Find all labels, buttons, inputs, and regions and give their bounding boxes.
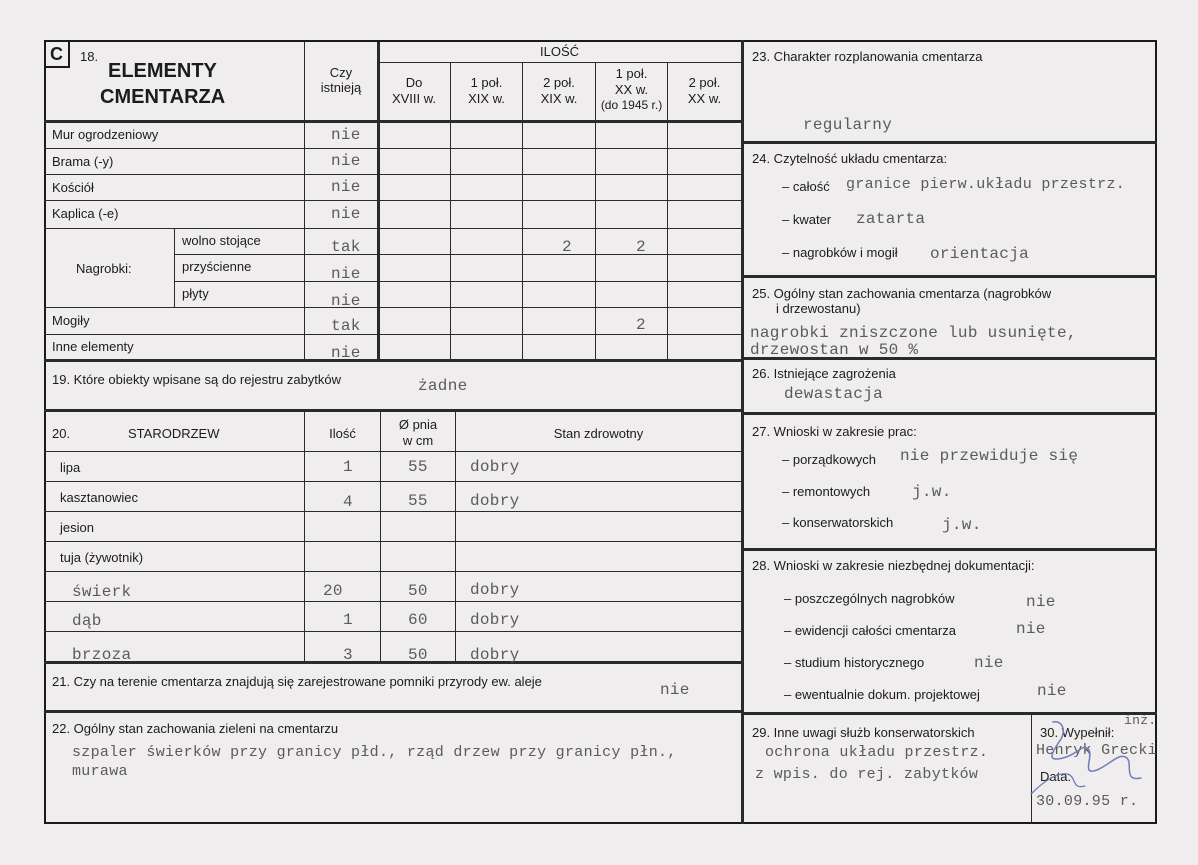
tree-condition: dobry [470, 581, 520, 599]
section-20-number: 20. [52, 426, 71, 441]
period-header: XVIII w. [391, 91, 437, 106]
grid-line [44, 511, 741, 512]
quantity-value: 2 [636, 238, 646, 256]
grid-line [304, 411, 305, 663]
section-30-label: 30. Wypełnił: [1040, 725, 1115, 740]
section-26-label: 26. Istniejące zagrożenia [752, 366, 896, 381]
grid-line [44, 710, 741, 713]
tree-diameter: 50 [408, 646, 428, 664]
row-exists-value: tak [331, 238, 361, 256]
grid-line [44, 359, 741, 362]
species-label: świerk [72, 583, 132, 601]
row-label: płyty [182, 286, 209, 301]
section-20-title: STARODRZEW [128, 426, 220, 441]
grid-line [44, 174, 741, 175]
period-header: 2 poł. [688, 75, 721, 90]
species-label: dąb [72, 612, 102, 630]
grid-line [44, 200, 741, 201]
grid-line [741, 275, 1157, 278]
exists-header-line2: istnieją [320, 80, 362, 95]
tree-diameter: 55 [408, 458, 428, 476]
grid-line [44, 409, 741, 412]
row-label: Kaplica (-e) [52, 206, 119, 221]
period-header: XX w. [614, 82, 649, 97]
section-26-answer: dewastacja [784, 385, 884, 403]
signature [1023, 712, 1163, 802]
tree-count: 20 [323, 582, 343, 600]
quantity-header: ILOŚĆ [539, 44, 579, 59]
row-label: Brama (-y) [52, 154, 114, 169]
row-label: Mur ogrodzeniowy [52, 127, 159, 142]
section-24-graves-answer: orientacja [930, 245, 1030, 263]
section-28-item-answer: nie [1026, 593, 1056, 611]
grid-line [44, 571, 741, 572]
section-24-graves-label: – nagrobków i mogił [782, 245, 898, 260]
section-28-item-label: – ewidencji całości cmentarza [784, 623, 956, 638]
grid-line [44, 541, 741, 542]
species-label: jesion [60, 520, 94, 535]
section-28-item-label: – ewentualnie dokum. projektowej [784, 687, 980, 702]
section-25-label: i drzewostanu) [776, 301, 861, 316]
section-24-label: 24. Czytelność układu cmentarza: [752, 151, 948, 166]
col-condition-header: Stan zdrowotny [553, 426, 644, 441]
section-24-quarters-answer: zatarta [856, 210, 926, 228]
species-label: lipa [60, 460, 81, 475]
grid-line [174, 228, 175, 308]
grid-line [741, 548, 1157, 551]
period-header: (do 1945 r.) [600, 98, 663, 112]
tree-count: 1 [343, 458, 353, 476]
tree-condition: dobry [470, 646, 520, 664]
grid-line [44, 481, 741, 482]
grid-line [44, 148, 741, 149]
tree-diameter: 55 [408, 492, 428, 510]
row-label: Inne elementy [52, 339, 134, 354]
section-23-label: 23. Charakter rozplanowania cmentarza [752, 49, 983, 64]
section-19-answer: żadne [418, 377, 468, 395]
row-label: Mogiły [52, 313, 90, 328]
tree-count: 4 [343, 493, 353, 511]
period-header: XIX w. [468, 91, 505, 106]
tree-count: 1 [343, 611, 353, 629]
section-27-tidy-answer: nie przewiduje się [900, 447, 1079, 465]
section-24-quarters-label: – kwater [782, 212, 832, 227]
species-label: kasztanowiec [60, 490, 139, 505]
section-25-answer: nagrobki zniszczone lub usunięte, [750, 324, 1077, 342]
section-23-answer: regularny [803, 116, 893, 134]
section-28-item-answer: nie [1016, 620, 1046, 638]
section-number: 18. [80, 49, 99, 64]
section-29-label: 29. Inne uwagi służb konserwatorskich [752, 725, 975, 740]
row-exists-value: nie [331, 344, 361, 362]
period-header: XIX w. [540, 91, 578, 106]
section-22-answer-line2: murawa [72, 763, 128, 780]
grid-line [44, 661, 741, 664]
section-24-whole-answer: granice pierw.układu przestrz. [846, 176, 1126, 193]
grid-line [44, 451, 741, 452]
row-exists-value: nie [331, 265, 361, 283]
tree-diameter: 50 [408, 582, 428, 600]
species-label: tuja (żywotnik) [60, 550, 144, 565]
section-27-conservation-label: – konserwatorskich [782, 515, 894, 530]
section-28-item-label: – poszczególnych nagrobków [784, 591, 955, 606]
grid-line [377, 62, 741, 63]
grid-line [174, 281, 741, 282]
col-diameter-header: Ø pnia [398, 417, 438, 432]
grid-line [44, 228, 741, 229]
section-title-line1: ELEMENTY [108, 60, 217, 82]
section-27-repair-label: – remontowych [782, 484, 871, 499]
grid-line [44, 631, 741, 632]
section-27-repair-answer: j.w. [912, 483, 952, 501]
period-header: 2 poł. [543, 75, 575, 90]
section-28-item-answer: nie [974, 654, 1004, 672]
row-exists-value: tak [331, 317, 361, 335]
col-count-header: Ilość [329, 426, 356, 441]
section-22-answer-line1: szpaler świerków przy granicy płd., rząd drzew przy granicy płn., [72, 744, 677, 761]
grid-line [44, 334, 741, 335]
section-27-tidy-label: – porządkowych [782, 452, 876, 467]
main-divider [741, 40, 744, 824]
section-21-label: 21. Czy na terenie cmentarza znajdują się zarejestrowane pomniki przyrody ew. aleje [52, 674, 542, 689]
section-30-date: 30.09.95 r. [1036, 793, 1139, 810]
row-exists-value: nie [331, 126, 361, 144]
grid-line [455, 411, 456, 663]
section-29-answer-line2: z wpis. do rej. zabytków [755, 766, 979, 783]
section-25-answer: drzewostan w 50 % [750, 341, 919, 359]
grid-line [44, 120, 741, 123]
grid-line [741, 141, 1157, 144]
section-30-date-label: Data: [1040, 769, 1072, 784]
grid-line [741, 412, 1157, 415]
row-exists-value: nie [331, 178, 361, 196]
row-label: Kościół [52, 180, 94, 195]
period-header: 1 poł. [615, 66, 648, 81]
section-21-answer: nie [660, 681, 690, 699]
section-28-item-answer: nie [1037, 682, 1067, 700]
section-29-answer-line1: ochrona układu przestrz. [765, 744, 989, 761]
section-25-label: 25. Ogólny stan zachowania cmentarza (nagrobków [752, 286, 1052, 301]
grid-line [44, 601, 741, 602]
col-diameter-header: w cm [402, 433, 434, 448]
tree-diameter: 60 [408, 611, 428, 629]
row-exists-value: nie [331, 205, 361, 223]
tree-condition: dobry [470, 492, 520, 510]
row-exists-value: nie [331, 152, 361, 170]
section-27-conservation-answer: j.w. [942, 516, 982, 534]
quantity-value: 2 [636, 316, 646, 334]
row-label: przyścienne [182, 259, 252, 274]
section-30-title-prefix: inż. [1124, 713, 1157, 728]
section-title-line2: CMENTARZA [100, 86, 226, 108]
section-19-label: 19. Które obiekty wpisane są do rejestru zabytków [52, 372, 342, 387]
section-24-whole-label: – całość [782, 179, 830, 194]
tree-count: 3 [343, 646, 353, 664]
period-header: XX w. [687, 91, 722, 106]
row-exists-value: nie [331, 292, 361, 310]
tree-condition: dobry [470, 611, 520, 629]
section-30-name: Henryk Grecki [1036, 742, 1157, 759]
section-28-label: 28. Wnioski w zakresie niezbędnej dokumentacji: [752, 558, 1035, 573]
species-label: brzoza [72, 646, 132, 664]
grid-line [174, 254, 741, 255]
section-letter: C [50, 44, 63, 64]
graves-group-label: Nagrobki: [76, 261, 132, 276]
section-27-label: 27. Wnioski w zakresie prac: [752, 424, 917, 439]
grid-line [44, 307, 741, 308]
period-header: Do [405, 75, 423, 90]
exists-header-line1: Czy [329, 65, 353, 80]
period-header: 1 poł. [470, 75, 503, 90]
row-label: wolno stojące [182, 233, 261, 248]
tree-condition: dobry [470, 458, 520, 476]
section-28-item-label: – studium historycznego [784, 655, 925, 670]
quantity-value: 2 [562, 238, 572, 256]
section-22-label: 22. Ogólny stan zachowania zieleni na cmentarzu [52, 721, 339, 736]
